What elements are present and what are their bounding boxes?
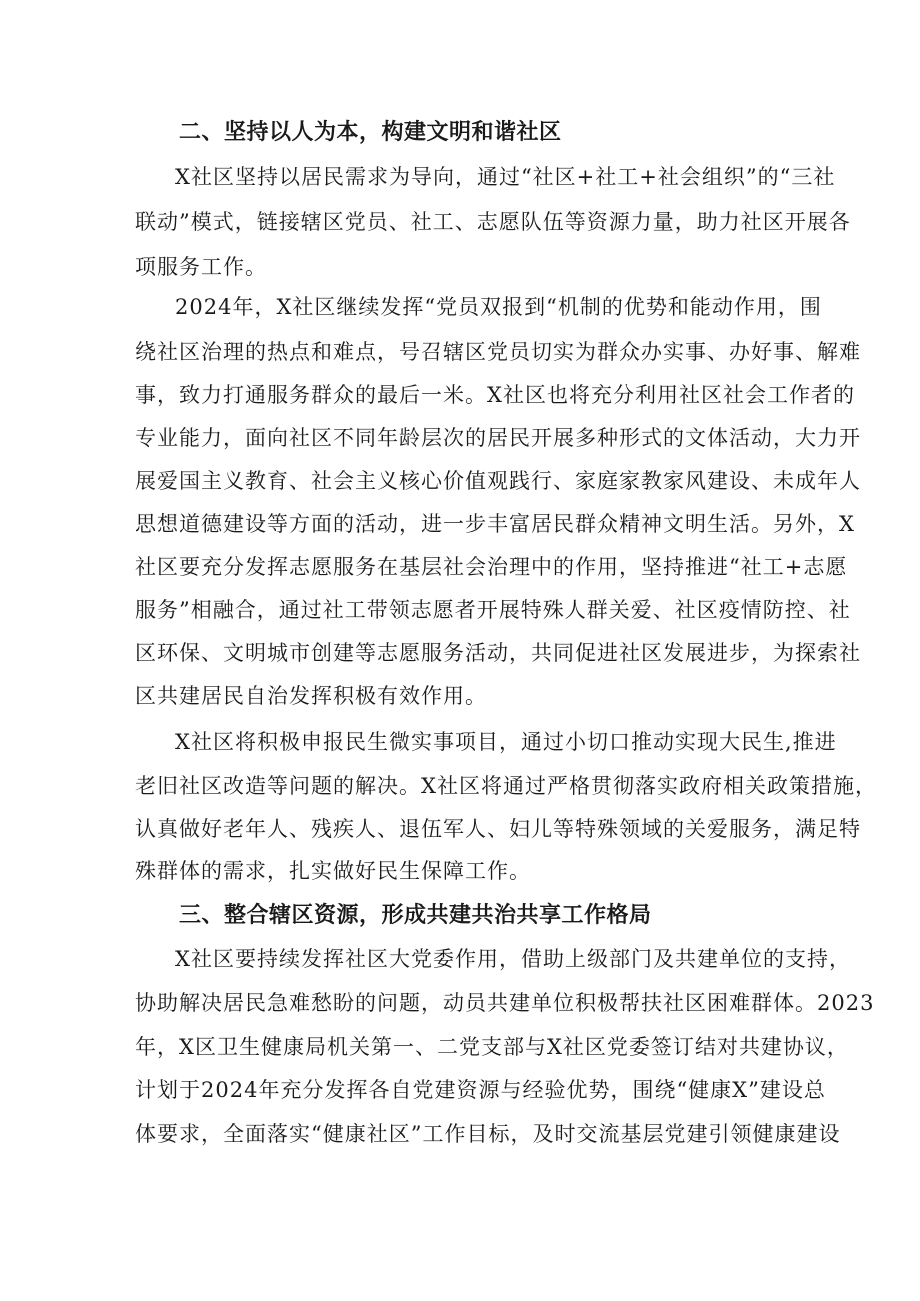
- text-line: 专业能力，面向社区不同年龄层次的居民开展多种形式的文体活动，大力开: [135, 426, 861, 450]
- text-line: 认真做好老年人、残疾人、退伍军人、妇儿等特殊领域的关爱服务，满足特: [135, 817, 861, 841]
- text-line: 2024年，X社区继续发挥“党员双报到“机制的优势和能动作用，围: [175, 295, 822, 319]
- text-line: 事，致力打通服务群众的最后一米。X社区也将充分利用社区社会工作者的: [135, 383, 855, 407]
- text-line: 区共建居民自治发挥积极有效作用。: [135, 684, 487, 708]
- section-heading-3: 三、整合辖区资源，形成共建共治共享工作格局: [179, 903, 652, 928]
- text-line: 项服务工作。: [135, 255, 267, 279]
- text-line: 思想道德建设等方面的活动，进一步丰富居民群众精神文明生活。另外，X: [135, 512, 855, 536]
- text-line: X社区坚持以居民需求为导向，通过“社区+社工+社会组织”的“三社: [175, 165, 836, 189]
- text-line: 绕社区治理的热点和难点，号召辖区党员切实为群众办实事、办好事、解难: [135, 340, 861, 364]
- text-line: 体要求，全面落实“健康社区”工作目标，及时交流基层党建引领健康建设: [135, 1122, 841, 1146]
- text-line: 社区要充分发挥志愿服务在基层社会治理中的作用，坚持推进“社工+志愿: [135, 555, 848, 579]
- text-line: 年，X区卫生健康局机关第一、二党支部与X社区党委签订结对共建协议，: [135, 1035, 849, 1059]
- text-line: 计划于2024年充分发挥各自党建资源与经验优势，围绕“健康X”建设总: [135, 1078, 826, 1102]
- text-line: X社区将积极申报民生微实事项目，通过小切口推动实现大民生,推进: [175, 730, 837, 754]
- section-heading-2: 二、坚持以人为本，构建文明和谐社区: [179, 120, 562, 145]
- text-line: 老旧社区改造等问题的解决。X社区将通过严格贯彻落实政府相关政策措施，: [135, 774, 877, 798]
- text-line: 区环保、文明城市创建等志愿服务活动，共同促进社区发展进步，为探索社: [135, 641, 861, 665]
- text-line: 服务”相融合，通过社工带领志愿者开展特殊人群关爱、社区疫情防控、社: [135, 598, 851, 622]
- text-line: X社区要持续发挥社区大党委作用，借助上级部门及共建单位的支持，: [175, 947, 851, 971]
- text-line: 联动”模式，链接辖区党员、社工、志愿队伍等资源力量，助力社区开展各: [135, 210, 851, 234]
- text-line: 殊群体的需求，扎实做好民生保障工作。: [135, 859, 531, 883]
- text-line: 协助解决居民急难愁盼的问题，动员共建单位积极帮扶社区困难群体。2023: [135, 991, 875, 1015]
- text-line: 展爱国主义教育、社会主义核心价值观践行、家庭家教家风建设、未成年人: [135, 469, 861, 493]
